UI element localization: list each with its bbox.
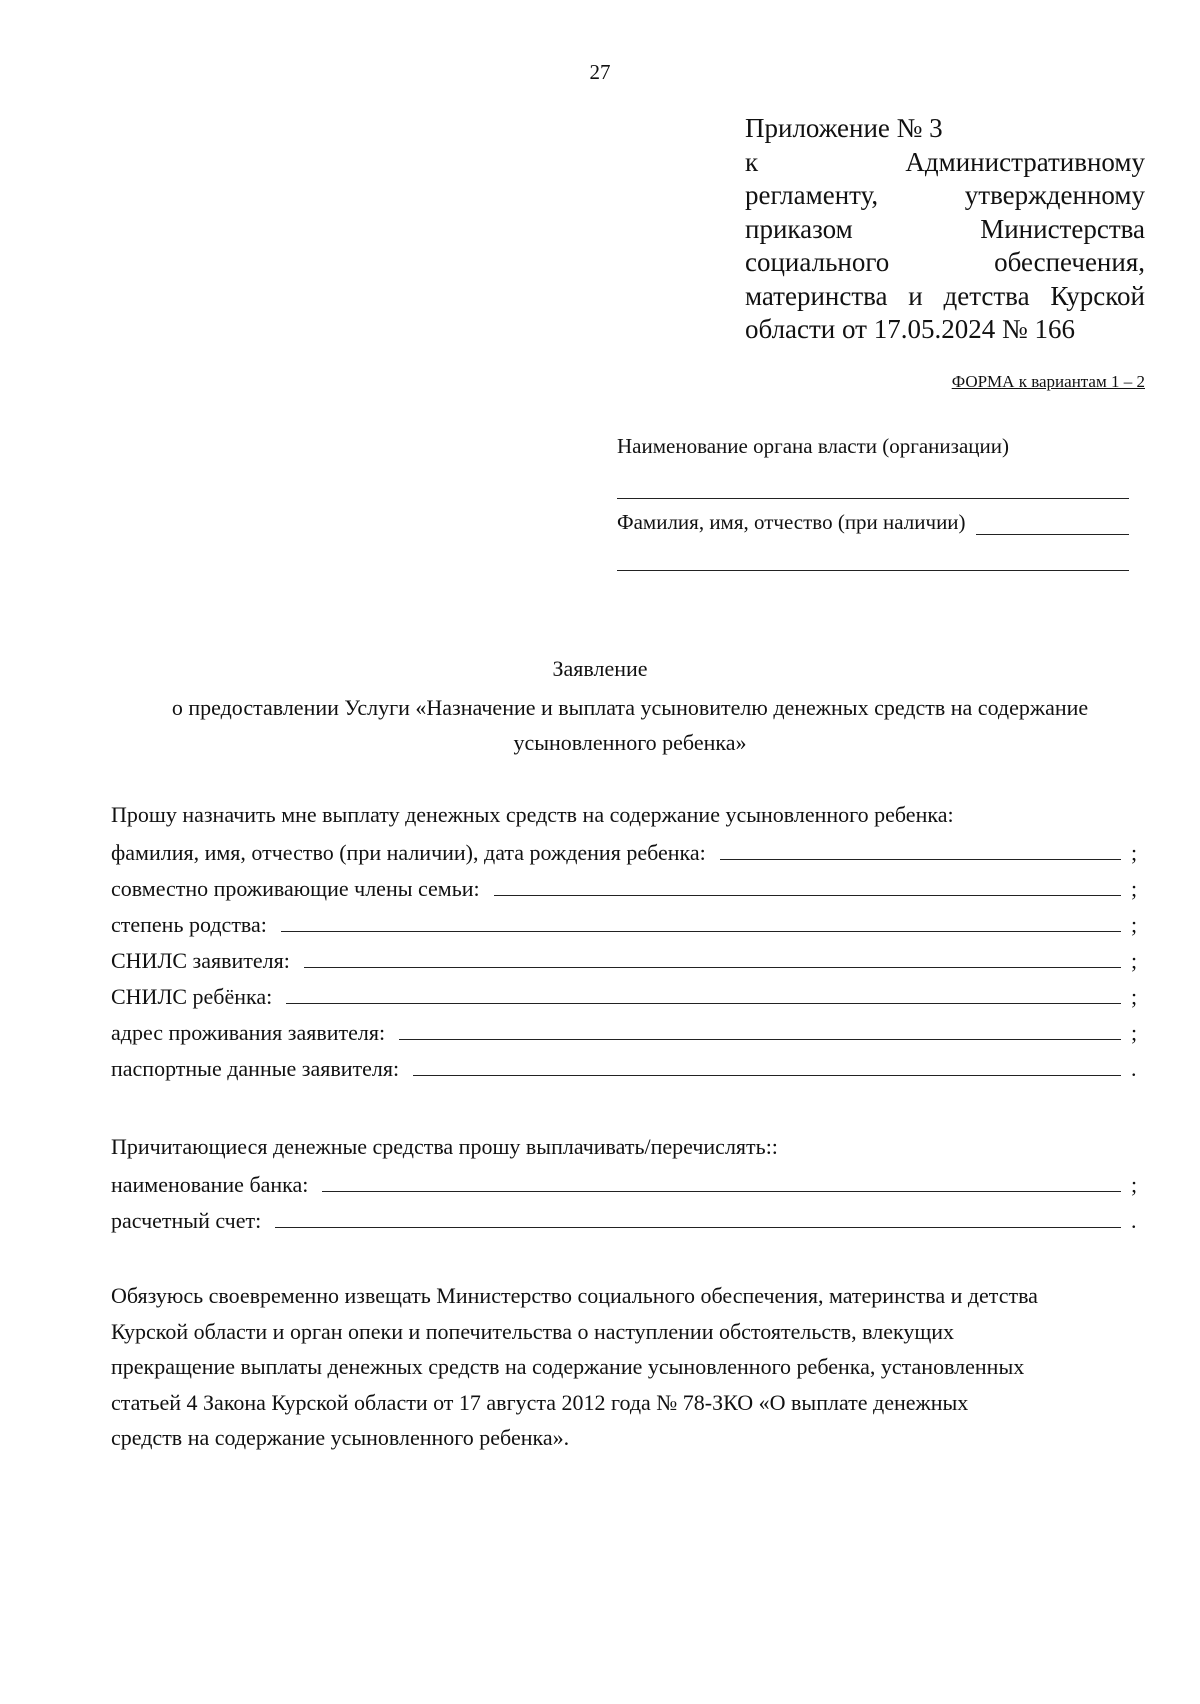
account-number-field[interactable]	[275, 1227, 1121, 1228]
relationship-field[interactable]	[281, 931, 1121, 932]
applicant-snils-row	[111, 944, 1143, 974]
authority-label: Наименование органа власти (организации)	[617, 434, 1009, 458]
appendix-block	[745, 112, 1145, 347]
passport-data-field[interactable]	[413, 1075, 1121, 1076]
appendix-line: материнства и детства Курской	[745, 280, 1145, 311]
field-end: ;	[1131, 984, 1138, 1009]
child-snils-field[interactable]	[286, 1003, 1121, 1004]
field-label: расчетный счет:	[111, 1208, 262, 1233]
field-label: степень родства:	[111, 912, 267, 937]
field-label: совместно проживающие члены семьи:	[111, 876, 480, 901]
statement-subtitle: о предоставлении Услуги «Назначение и выплата усыновителю денежных средств на содержание усыновленного ребенка»	[171, 695, 1089, 755]
statement-title: Заявление	[552, 656, 648, 681]
obligation-line: статьей 4 Закона Курской области от 17 августа 2012 года № 78-ЗКО «О выплате денежных	[111, 1389, 969, 1415]
payment-intro: Причитающиеся денежные средства прошу выплачивать/перечислять::	[111, 1134, 778, 1159]
page-number: 27	[589, 60, 611, 84]
passport-data-row	[111, 1052, 1143, 1082]
family-members-row	[111, 872, 1143, 902]
field-end: ;	[1131, 1020, 1138, 1045]
child-info-row	[111, 836, 1143, 866]
appendix-line: регламенту, утвержденному	[745, 180, 1145, 210]
field-end: .	[1131, 1208, 1137, 1233]
applicant-fio-row	[617, 510, 1129, 535]
field-end: ;	[1131, 876, 1138, 901]
appendix-line: социального обеспечения,	[745, 247, 1145, 277]
form-variant-label: ФОРМА к вариантам 1 – 2	[951, 372, 1145, 391]
relationship-row	[111, 908, 1143, 938]
field-label: наименование банка:	[111, 1172, 309, 1197]
family-members-field[interactable]	[494, 895, 1121, 896]
appendix-line: приказом Министерства	[745, 213, 1145, 244]
field-end: .	[1131, 1056, 1137, 1081]
applicant-fio-label: Фамилия, имя, отчество (при наличии)	[617, 510, 966, 534]
request-intro: Прошу назначить мне выплату денежных средств на содержание усыновленного ребенка:	[111, 802, 954, 827]
field-label: СНИЛС ребёнка:	[111, 984, 273, 1009]
authority-field[interactable]	[617, 498, 1129, 499]
obligation-line: прекращение выплаты денежных средств на содержание усыновленного ребенка, установленных	[111, 1354, 1025, 1379]
field-label: адрес проживания заявителя:	[111, 1020, 386, 1045]
field-end: ;	[1131, 912, 1138, 937]
field-label: паспортные данные заявителя:	[111, 1056, 400, 1081]
applicant-fio-field[interactable]	[976, 512, 1129, 535]
applicant-fio-field-continuation[interactable]	[617, 570, 1129, 571]
field-end: ;	[1131, 1172, 1138, 1197]
applicant-snils-field[interactable]	[304, 967, 1121, 968]
child-snils-row	[111, 980, 1143, 1010]
appendix-line: Приложение № 3	[745, 113, 943, 143]
field-end: ;	[1131, 948, 1138, 973]
field-label: фамилия, имя, отчество (при наличии), дата рождения ребенка:	[111, 840, 706, 865]
appendix-line: к Административному	[745, 146, 1145, 177]
field-label: СНИЛС заявителя:	[111, 948, 290, 973]
obligation-line: средств на содержание усыновленного ребенка».	[111, 1425, 570, 1450]
field-end: ;	[1131, 840, 1138, 865]
applicant-address-field[interactable]	[399, 1039, 1121, 1040]
obligation-paragraph	[111, 1278, 1156, 1456]
bank-name-field[interactable]	[322, 1191, 1121, 1192]
applicant-address-row	[111, 1016, 1143, 1046]
obligation-line: Обязуюсь своевременно извещать Министерство социального обеспечения, материнства и детства	[111, 1283, 1038, 1308]
account-number-row	[111, 1204, 1143, 1234]
child-info-field[interactable]	[720, 859, 1121, 860]
appendix-line: области от 17.05.2024 № 166	[745, 314, 1075, 344]
obligation-line: Курской области и орган опеки и попечительства о наступлении обстоятельств, влекущих	[111, 1318, 955, 1344]
bank-name-row	[111, 1168, 1143, 1198]
